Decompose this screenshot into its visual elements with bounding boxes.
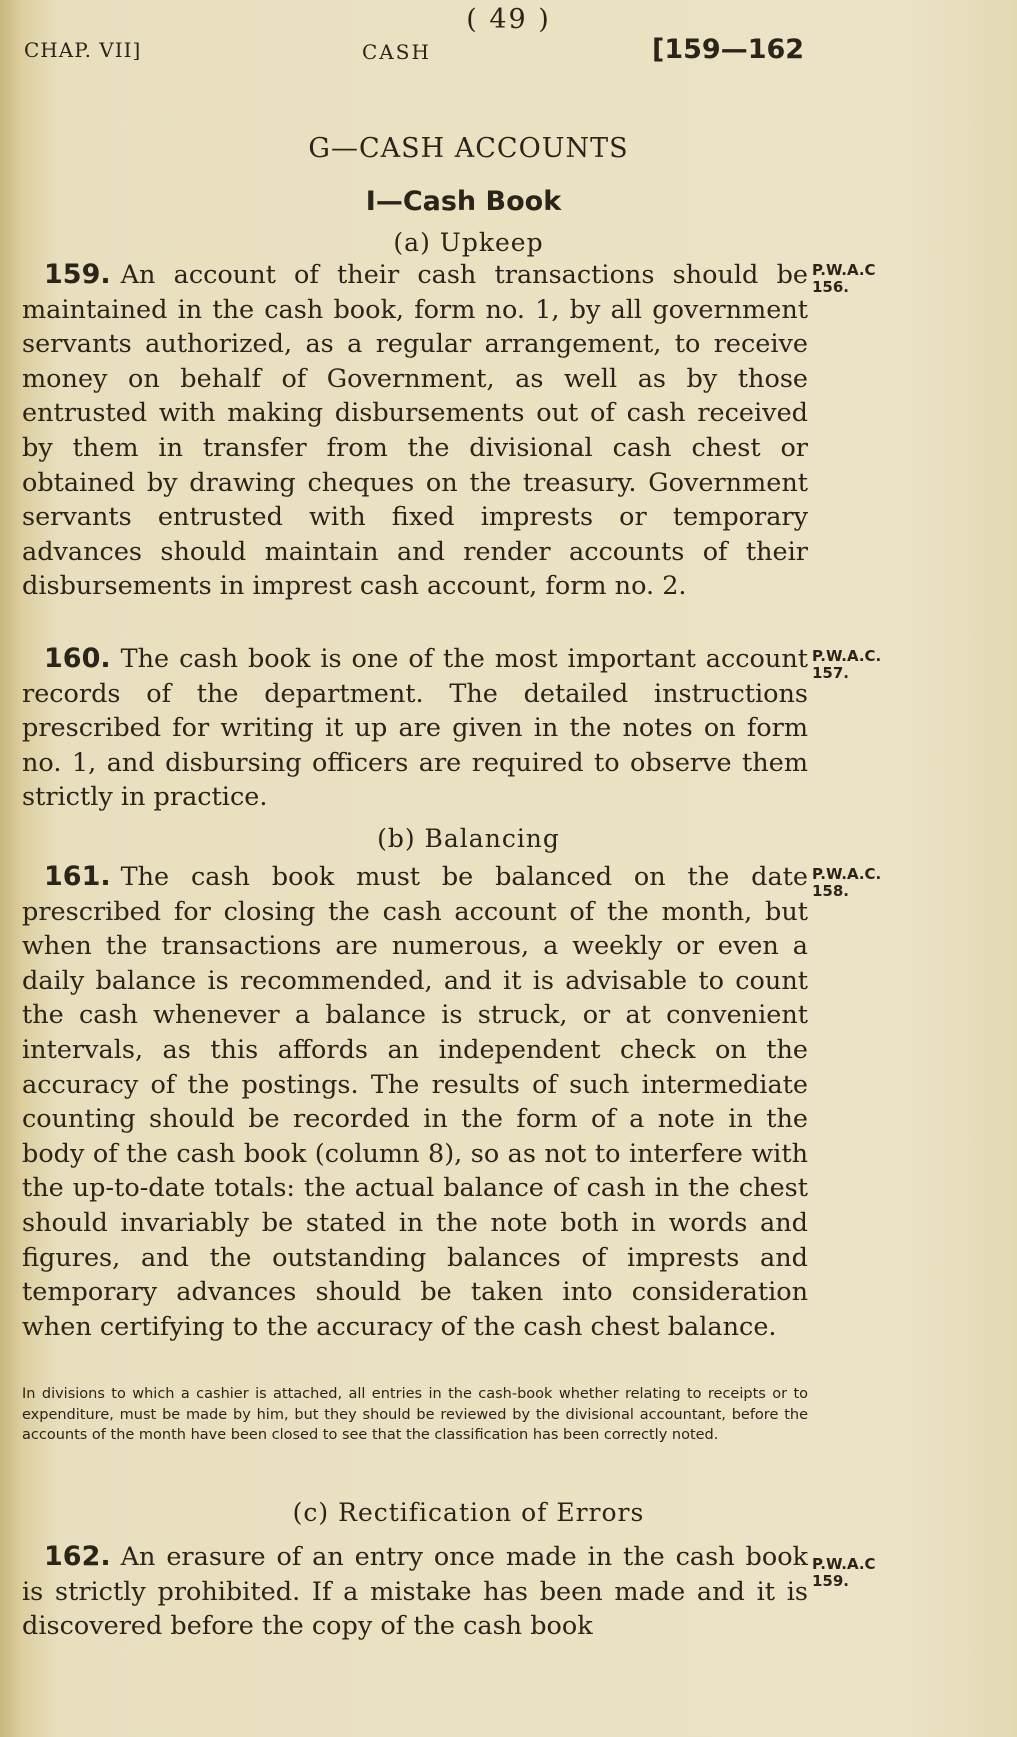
chapter-label: CHAP. VII] [24,38,142,62]
margin-reference-160: P.W.A.C. 157. [812,647,882,682]
paragraph-text: The cash book is one of the most important account records of the department. The detailed instructions prescribed for writing it up are given in the notes on form no. 1, and disbursing officers are required to observe them strictly in practice. [22,644,808,813]
sub-heading: I—Cash Book [365,186,562,217]
paragraph-number: 161. [44,861,111,892]
paragraph-160 [22,642,808,815]
paragraph-159 [22,258,808,604]
paragraph-text: An erasure of an entry once made in the cash book is strictly prohibited. If a mistake has been made and it is discovered before the copy of the cash book [22,1542,808,1642]
paragraph-number: 160. [44,643,111,674]
paragraph-162 [22,1540,808,1644]
margin-reference-159: P.W.A.C 156. [812,261,876,296]
paragraph-text: An account of their cash transactions should be maintained in the cash book, form no. 1, by all government servants authorized, as a regular arrangement, to receive money on behalf of Government, as well as by those entrusted with making disbursements out of cash received by them in transfer from the divisional cash chest or obtained by drawing cheques on the treasury. Government servants entrusted with fixed imprests or temporary advances should maintain and render accounts of their disbursements in imprest cash account, form no. 2. [22,260,808,602]
footnote: In divisions to which a cashier is attached, all entries in the cash-book whether relating to receipts or to expenditure, must be made by him, but they should be reviewed by the divisional accountant, before the accounts of the month have been closed to see that the classification has been correctly noted. [22,1386,808,1443]
subsection-heading-b: (b) Balancing [377,824,560,853]
paragraph-text: The cash book must be balanced on the date prescribed for closing the cash account of the month, but when the transactions are numerous, a weekly or even a daily balance is recommended, and it is advisable to count the cash whenever a balance is struck, or at convenient intervals, as this affords an independent check on the accuracy of the postings. The results of such intermediate counting should be recorded in the form of a note in the body of the cash book (column 8), so as not to interfere with the up-to-date totals: the actual balance of cash in the chest should invariably be stated in the note both in words and figures, and the outstanding balances of imprests and temporary advances should be taken into consideration when certifying to the accuracy of the cash chest balance. [22,862,808,1342]
margin-reference-161: P.W.A.C. 158. [812,865,882,900]
subsection-heading-a: (a) Upkeep [393,228,544,257]
paragraph-range: [159—162 [652,34,805,65]
main-heading: G—CASH ACCOUNTS [308,133,629,164]
paragraph-161 [22,860,808,1344]
subsection-heading-c: (c) Rectification of Errors [292,1498,645,1527]
section-label: CASH [362,40,431,64]
paragraph-number: 159. [44,259,111,290]
page-number: ( 49 ) [466,4,551,35]
margin-reference-162: P.W.A.C 159. [812,1555,876,1590]
paragraph-number: 162. [44,1541,111,1572]
